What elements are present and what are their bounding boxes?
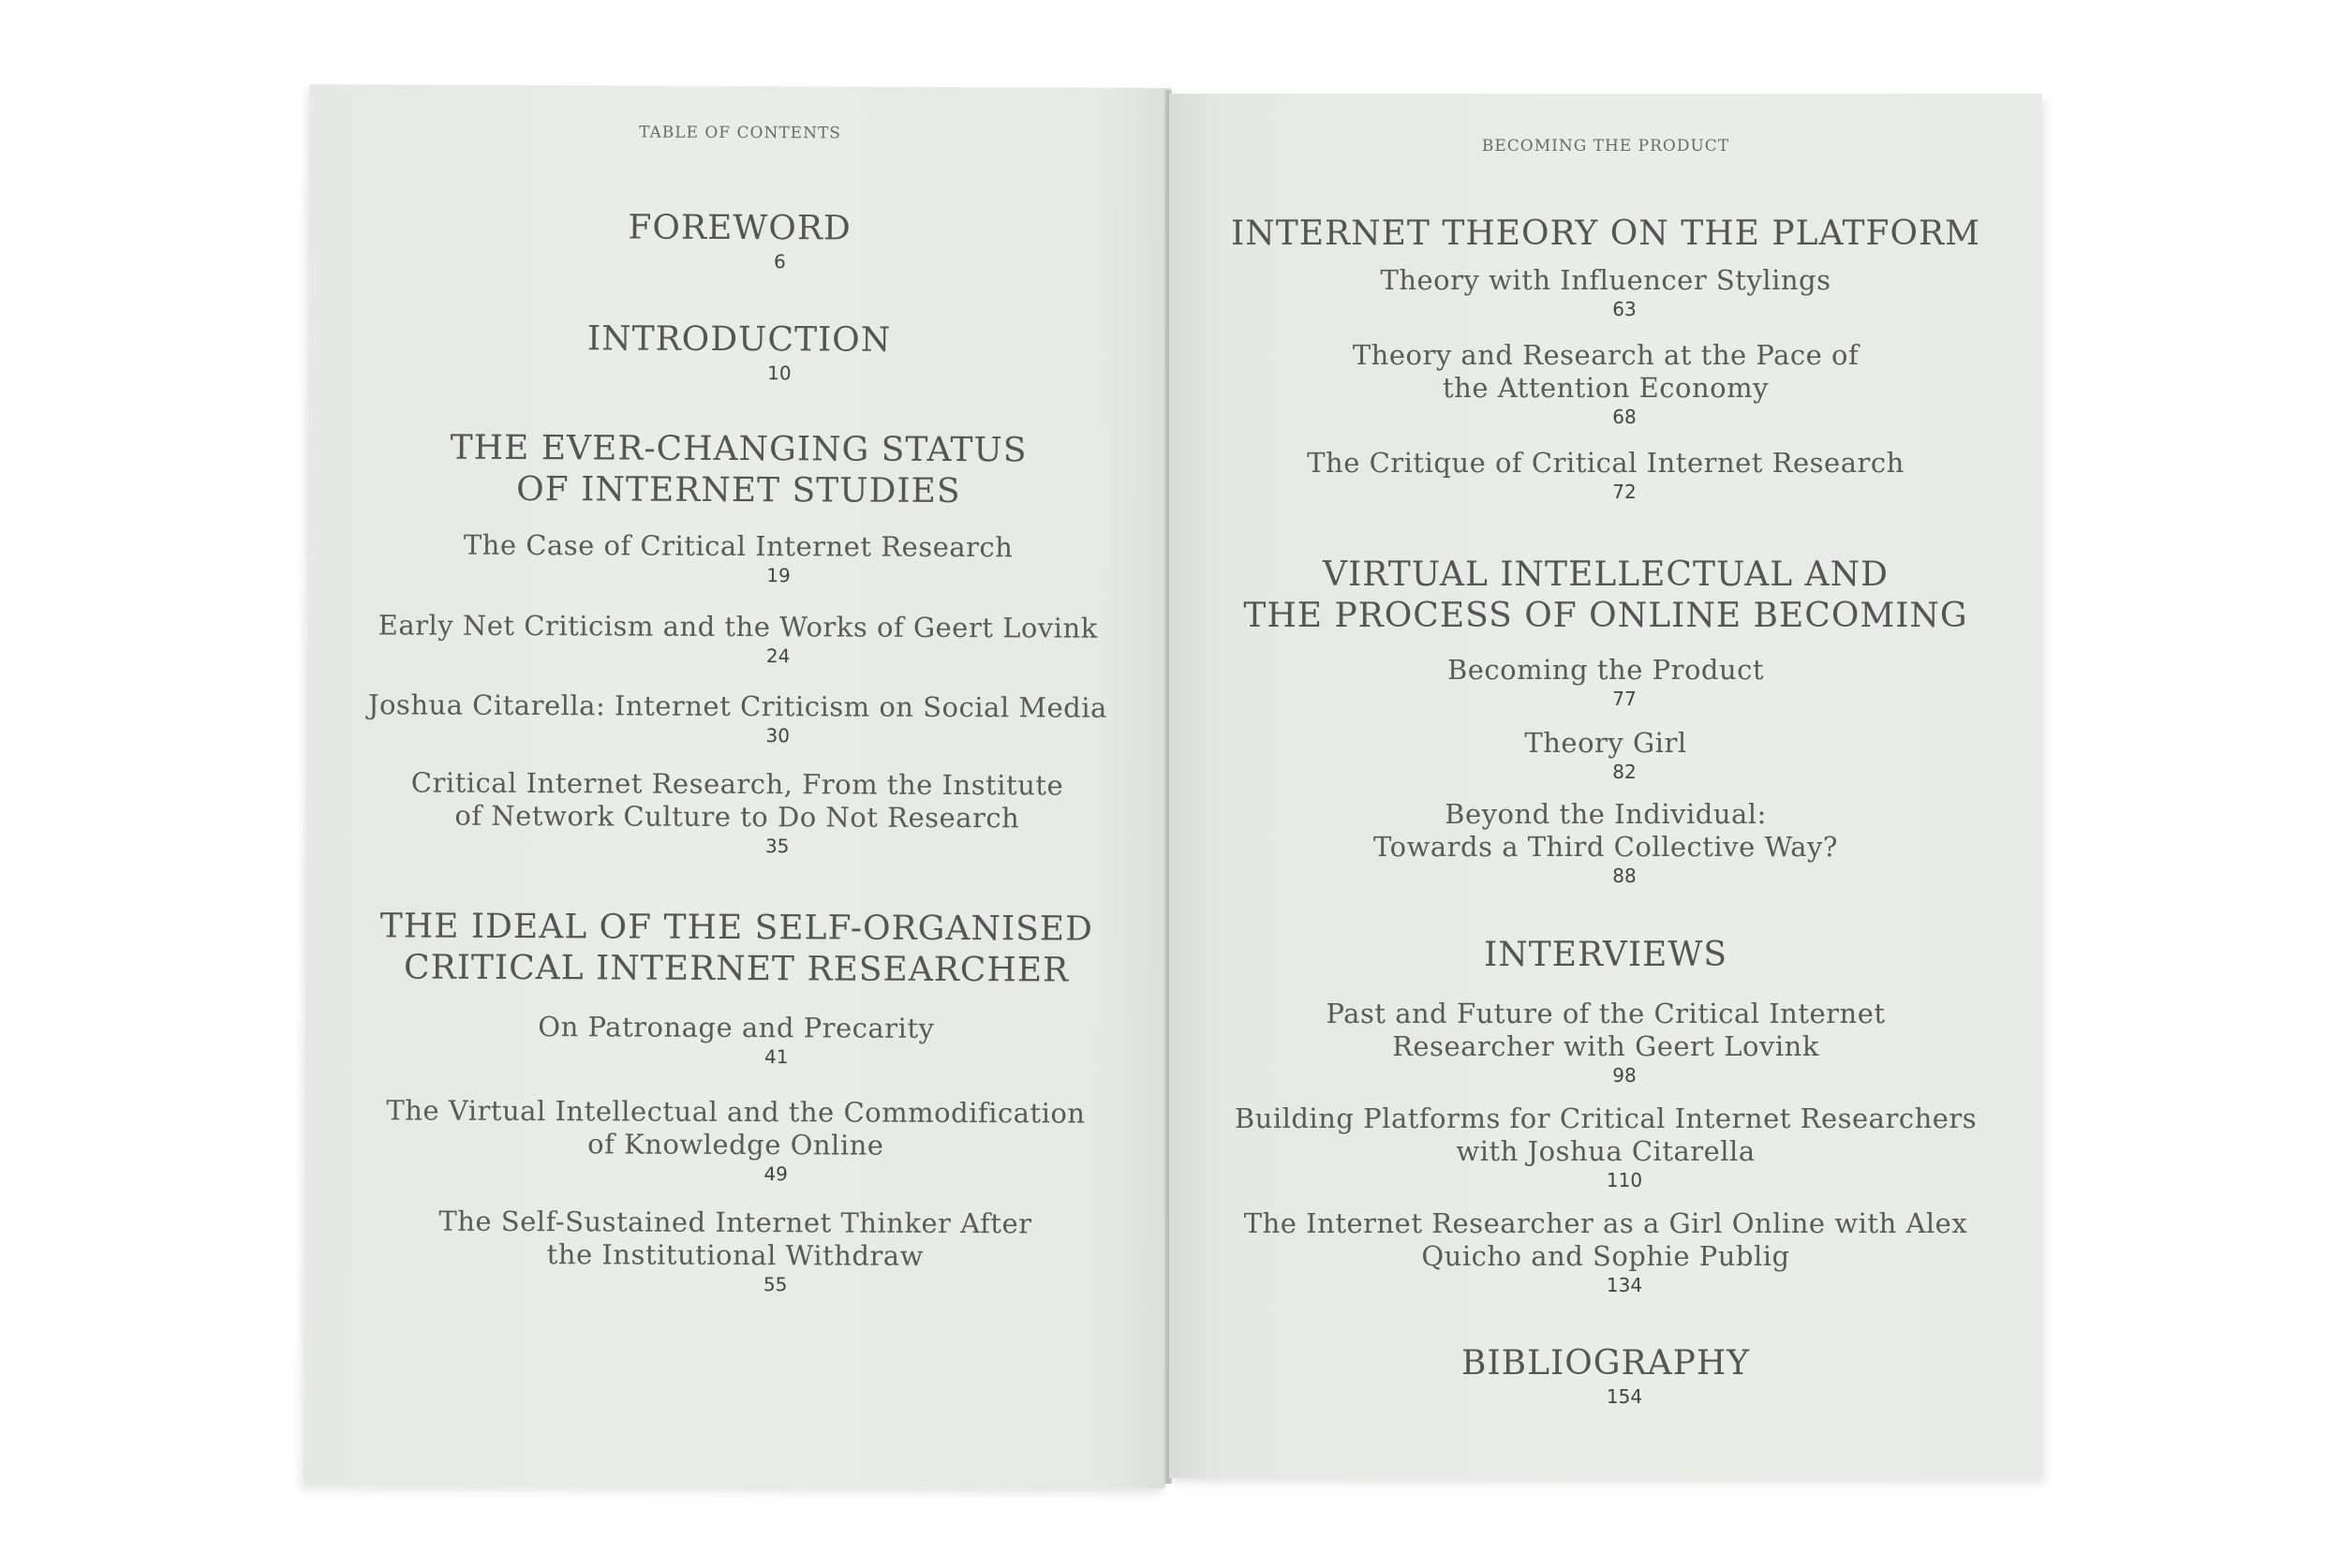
entry-title: Early Net Criticism and the Works of Geert Lovink bbox=[378, 609, 1098, 644]
page-number: 88 bbox=[1612, 865, 1637, 887]
toc-entry bbox=[307, 609, 1169, 670]
entry-title: The Case of Critical Internet Research bbox=[463, 528, 1014, 564]
toc-section-virtual-intellectual bbox=[1169, 555, 2042, 637]
entry-title: The Virtual Intellectual and the Commodification of Knowledge Online bbox=[386, 1094, 1086, 1161]
toc-entry bbox=[1169, 447, 2042, 504]
page-number: 98 bbox=[1612, 1064, 1637, 1087]
left-page bbox=[304, 84, 1172, 1488]
page-number: 63 bbox=[1612, 298, 1637, 320]
toc-section-self-organised bbox=[305, 906, 1167, 992]
page-number: 77 bbox=[1612, 688, 1637, 710]
entry-title: Joshua Citarella: Internet Criticism on Social Media bbox=[367, 688, 1107, 724]
right-page bbox=[1169, 94, 2042, 1478]
entry-title: Beyond the Individual: Towards a Third Collective Way? bbox=[1373, 798, 1838, 863]
page-number: 35 bbox=[764, 835, 790, 858]
toc-entry bbox=[306, 688, 1168, 749]
entry-title: On Patronage and Precarity bbox=[538, 1011, 935, 1044]
toc-entry bbox=[305, 1010, 1167, 1071]
toc-entry bbox=[1169, 727, 2042, 784]
toc-section-internet-studies bbox=[307, 427, 1169, 513]
toc-section-foreword bbox=[308, 206, 1170, 275]
running-head: BECOMING THE PRODUCT bbox=[1481, 137, 1730, 155]
entry-title: Theory Girl bbox=[1524, 727, 1687, 759]
entry-title: Theory and Research at the Pace of the Attention Economy bbox=[1352, 339, 1860, 404]
page-number: 41 bbox=[763, 1045, 789, 1069]
page-number: 19 bbox=[766, 564, 791, 587]
toc-entry bbox=[307, 528, 1169, 589]
page-number: 24 bbox=[765, 644, 791, 668]
section-title: INTRODUCTION bbox=[586, 319, 892, 360]
toc-entry bbox=[304, 1205, 1166, 1298]
toc-entry bbox=[1169, 1102, 2042, 1192]
toc-section-bibliography bbox=[1169, 1343, 2042, 1409]
page-number: 110 bbox=[1606, 1169, 1643, 1191]
section-title: INTERNET THEORY ON THE PLATFORM bbox=[1231, 214, 1980, 253]
toc-section-internet-theory bbox=[1169, 214, 2042, 255]
section-title: BIBLIOGRAPHY bbox=[1460, 1344, 1750, 1383]
toc-entry bbox=[1169, 654, 2042, 711]
toc-section-introduction bbox=[308, 318, 1170, 387]
section-title: THE IDEAL OF THE SELF-ORGANISED CRITICAL INTERNET RESEARCHER bbox=[379, 907, 1094, 990]
toc-section-interviews bbox=[1169, 935, 2042, 976]
toc-entry bbox=[1169, 1207, 2042, 1297]
entry-title: The Self-Sustained Internet Thinker After the Institutional Withdraw bbox=[438, 1205, 1032, 1272]
page-number: 68 bbox=[1612, 406, 1637, 428]
toc-entry bbox=[1169, 339, 2042, 429]
page-number: 6 bbox=[774, 250, 786, 274]
page-number: 72 bbox=[1612, 481, 1637, 503]
page-number: 49 bbox=[763, 1162, 788, 1186]
toc-entry bbox=[1169, 264, 2042, 321]
entry-title: The Internet Researcher as a Girl Online with Alex Quicho and Sophie Publig bbox=[1243, 1207, 1968, 1272]
entry-title: Building Platforms for Critical Internet Researchers with Joshua Citarella bbox=[1234, 1102, 1978, 1167]
entry-title: Past and Future of the Critical Internet Researcher with Geert Lovink bbox=[1326, 998, 1886, 1062]
entry-title: Theory with Influencer Stylings bbox=[1380, 264, 1831, 296]
toc-entry bbox=[1169, 998, 2042, 1087]
page-number: 10 bbox=[767, 362, 792, 385]
section-title: INTERVIEWS bbox=[1484, 936, 1727, 974]
section-title: FOREWORD bbox=[628, 208, 852, 248]
section-title: THE EVER-CHANGING STATUS OF INTERNET STUDIES bbox=[450, 428, 1028, 511]
entry-title: The Critique of Critical Internet Research bbox=[1307, 447, 1905, 479]
toc-entry bbox=[304, 1094, 1166, 1188]
page-number: 134 bbox=[1606, 1274, 1643, 1296]
page-number: 82 bbox=[1612, 761, 1637, 783]
entry-title: Becoming the Product bbox=[1446, 654, 1765, 686]
running-head: TABLE OF CONTENTS bbox=[639, 123, 842, 143]
section-title: VIRTUAL INTELLECTUAL AND THE PROCESS OF ONLINE BECOMING bbox=[1243, 555, 1968, 635]
page-number: 30 bbox=[765, 724, 791, 747]
toc-entry bbox=[1169, 798, 2042, 888]
toc-entry bbox=[306, 766, 1168, 860]
entry-title: Critical Internet Research, From the Institute of Network Culture to Do Not Research bbox=[410, 766, 1064, 835]
page-number: 154 bbox=[1606, 1385, 1643, 1408]
page-number: 55 bbox=[763, 1273, 788, 1296]
